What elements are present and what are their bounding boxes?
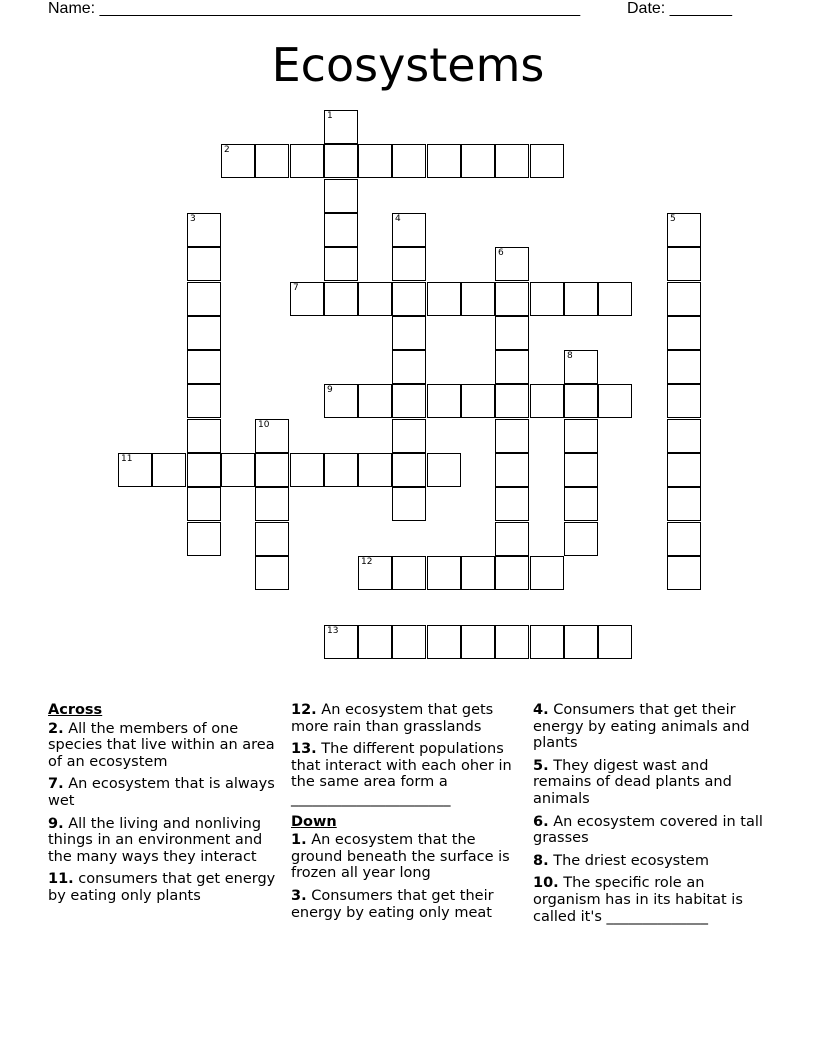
crossword-cell[interactable] [392,144,426,178]
crossword-cell[interactable] [324,144,358,178]
clue-number: 5 [670,214,676,224]
crossword-cell[interactable] [564,419,598,453]
crossword-cell[interactable] [392,384,426,418]
clue-across-13: 13. The different populations that interact with each oher in the same area form a ______________________ [291,741,512,807]
clue-across-2: 2. All the members of one species that live within an area of an ecosystem [48,720,275,770]
crossword-cell[interactable] [324,247,358,281]
crossword-cell[interactable] [187,384,221,418]
crossword-cell[interactable] [564,384,598,418]
clue-down-10: 10. The specific role an organism has in its habitat is called it's ______________ [533,875,743,925]
crossword-cell[interactable] [667,282,701,316]
crossword-cell[interactable] [495,350,529,384]
down-heading: Down [291,813,337,830]
crossword-cell[interactable] [495,556,529,590]
crossword-cell[interactable] [324,282,358,316]
crossword-cell[interactable] [392,625,426,659]
crossword-cell[interactable] [255,487,289,521]
clue-number: 13 [327,626,339,636]
crossword-cell[interactable] [392,350,426,384]
clue-number: 8 [567,351,573,361]
crossword-cell[interactable] [667,316,701,350]
crossword-cell[interactable] [290,144,324,178]
crossword-cell[interactable] [495,247,529,281]
crossword-cell[interactable] [564,487,598,521]
crossword-cell[interactable] [187,487,221,521]
clue-across-7: 7. An ecosystem that is always wet [48,776,275,809]
crossword-cell[interactable] [598,384,632,418]
crossword-cell[interactable] [255,522,289,556]
crossword-cell[interactable] [392,213,426,247]
crossword-cell[interactable] [530,556,564,590]
clue-down-1: 1. An ecosystem that the ground beneath the surface is frozen all year long [291,832,510,882]
clue-number: 11 [121,454,133,464]
crossword-cell[interactable] [667,384,701,418]
crossword-cell[interactable] [358,144,392,178]
clue-down-6: 6. An ecosystem covered in tall grasses [533,813,763,847]
crossword-cell[interactable] [564,453,598,487]
clue-number: 12 [361,557,373,567]
crossword-cell[interactable] [667,247,701,281]
crossword-cell[interactable] [667,213,701,247]
crossword-cell[interactable] [461,384,495,418]
crossword-cell[interactable] [392,282,426,316]
crossword-cell[interactable] [118,453,152,487]
clue-down-4: 4. Consumers that get their energy by eating animals and plants [533,702,750,752]
crossword-cell[interactable] [495,522,529,556]
crossword-cell[interactable] [564,282,598,316]
crossword-cell[interactable] [324,213,358,247]
crossword-cell[interactable] [290,453,324,487]
across-heading: Across [48,702,103,718]
crossword-cell[interactable] [495,487,529,521]
crossword-cell[interactable] [187,282,221,316]
crossword-cell[interactable] [461,144,495,178]
clue-number: 10 [258,420,270,430]
crossword-cell[interactable] [358,453,392,487]
crossword-cell[interactable] [461,556,495,590]
crossword-cell[interactable] [187,453,221,487]
clue-across-11: 11. consumers that get energy by eating only plants [48,871,276,904]
clue-down-8: 8. The driest ecosystem [533,852,709,869]
crossword-cell[interactable] [255,453,289,487]
clue-across-12: 12. An ecosystem that gets more rain than grasslands [291,702,494,735]
crossword-cell[interactable] [667,522,701,556]
clue-number: 3 [190,214,196,224]
crossword-cell[interactable] [564,625,598,659]
crossword-cell[interactable] [324,110,358,144]
clue-down-5: 5. They digest wast and remains of dead plants and animals [533,757,732,807]
crossword-cell[interactable] [324,453,358,487]
clue-number: 4 [395,214,401,224]
crossword-cell[interactable] [667,350,701,384]
crossword-cell[interactable] [255,556,289,590]
crossword-cell[interactable] [427,144,461,178]
crossword-cell[interactable] [392,453,426,487]
crossword-cell[interactable] [187,419,221,453]
crossword-cell[interactable] [598,625,632,659]
crossword-cell[interactable] [255,419,289,453]
crossword-cell[interactable] [358,384,392,418]
crossword-cell[interactable] [530,144,564,178]
crossword-cell[interactable] [667,556,701,590]
page-title: Ecosystems [271,38,545,92]
crossword-cell[interactable] [495,282,529,316]
crossword-cell[interactable] [392,247,426,281]
crossword-cell[interactable] [667,419,701,453]
crossword-cell[interactable] [530,282,564,316]
crossword-cell[interactable] [530,384,564,418]
clue-number: 9 [327,385,333,395]
crossword-cell[interactable] [392,419,426,453]
crossword-cell[interactable] [255,144,289,178]
crossword-cell[interactable] [427,556,461,590]
crossword-cell[interactable] [392,316,426,350]
name-field-label: Name: ______________________________________________________ [48,0,581,17]
crossword-cell[interactable] [427,453,461,487]
crossword-cell[interactable] [564,350,598,384]
crossword-cell[interactable] [461,282,495,316]
crossword-cell[interactable] [427,282,461,316]
crossword-cell[interactable] [427,384,461,418]
clue-across-9: 9. All the living and nonliving things in an environment and the many ways they interact [48,815,263,865]
crossword-cell[interactable] [598,282,632,316]
crossword-cell[interactable] [530,625,564,659]
crossword-cell[interactable] [290,282,324,316]
crossword-cell[interactable] [495,419,529,453]
crossword-cell[interactable] [495,625,529,659]
crossword-cell[interactable] [427,625,461,659]
clue-number: 2 [224,145,230,155]
clue-number: 7 [293,283,299,293]
crossword-cell[interactable] [221,453,255,487]
crossword-cell[interactable] [495,384,529,418]
crossword-cell[interactable] [187,247,221,281]
crossword-cell[interactable] [187,522,221,556]
crossword-cell[interactable] [324,179,358,213]
crossword-cell[interactable] [392,487,426,521]
crossword-cell[interactable] [324,625,358,659]
clue-column-2 [291,702,523,927]
crossword-cell[interactable] [564,522,598,556]
crossword-cell[interactable] [358,556,392,590]
crossword-cell[interactable] [324,384,358,418]
crossword-cell[interactable] [392,556,426,590]
crossword-cell[interactable] [495,316,529,350]
crossword-cell[interactable] [495,144,529,178]
clue-number: 6 [498,248,504,258]
crossword-cell[interactable] [187,316,221,350]
crossword-cell[interactable] [358,282,392,316]
clue-number: 1 [327,111,333,121]
clue-down-3: 3. Consumers that get their energy by eating only meat [291,887,494,921]
date-field-label: Date: _______ [627,0,732,17]
crossword-cell[interactable] [221,144,255,178]
crossword-cell[interactable] [187,213,221,247]
crossword-cell[interactable] [358,625,392,659]
crossword-cell[interactable] [187,350,221,384]
clue-column-1 [48,702,278,911]
crossword-cell[interactable] [461,625,495,659]
crossword-cell[interactable] [152,453,186,487]
crossword-cell[interactable] [667,453,701,487]
clue-column-3 [533,702,769,931]
crossword-cell[interactable] [495,453,529,487]
crossword-cell[interactable] [667,487,701,521]
